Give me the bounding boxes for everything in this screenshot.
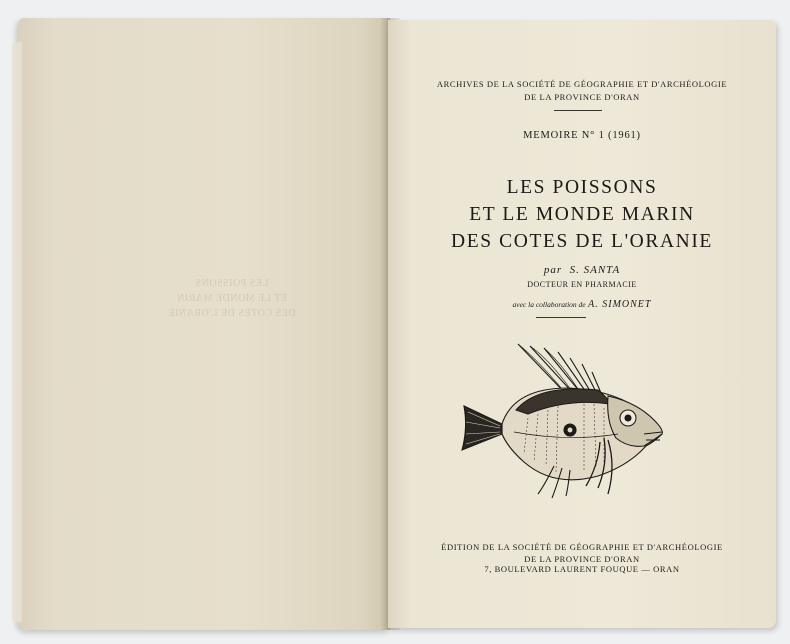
divider <box>536 317 586 318</box>
show-through-line: DES COTES DE L'ORANIE <box>168 308 296 319</box>
author-name: S. SANTA <box>569 264 621 276</box>
publisher-address: 7, BOULEVARD LAURENT FOUQUE — ORAN <box>484 564 680 574</box>
society-heading <box>388 78 776 104</box>
collaboration-line <box>388 299 776 310</box>
title-line-3: DES COTES DE L'ORANIE <box>451 231 713 252</box>
title-line-2: ET LE MONDE MARIN <box>469 204 695 225</box>
author-degree: DOCTEUR EN PHARMACIE <box>527 280 637 289</box>
title-line-1: LES POISSONS <box>506 177 658 198</box>
society-line-2: DE LA PROVINCE D'ORAN <box>524 92 640 102</box>
show-through-line: LES POISSONS <box>195 278 269 289</box>
collaborator-name: A. SIMONET <box>588 299 652 310</box>
show-through-line: ET LE MONDE MARIN <box>176 293 287 304</box>
author-prefix: par <box>543 264 563 276</box>
title-page <box>388 20 776 628</box>
left-blank-page <box>18 18 390 630</box>
divider <box>554 110 602 111</box>
book-title <box>388 174 776 255</box>
collab-prefix: avec la collaboration de <box>512 300 586 309</box>
society-line-1: ARCHIVES DE LA SOCIÉTÉ DE GÉOGRAPHIE ET D'ARCHÉOLOGIE <box>436 79 728 89</box>
publisher-line-1: ÉDITION DE LA SOCIÉTÉ DE GÉOGRAPHIE ET D'ARCHÉOLOGIE <box>441 542 723 552</box>
publisher <box>388 541 776 565</box>
memoire-number: MEMOIRE N° 1 (1961) <box>523 130 641 141</box>
fish-illustration <box>458 338 670 508</box>
publisher-line-2: DE LA PROVINCE D'ORAN <box>524 554 640 564</box>
author-line <box>388 264 776 276</box>
show-through-text <box>168 276 296 321</box>
